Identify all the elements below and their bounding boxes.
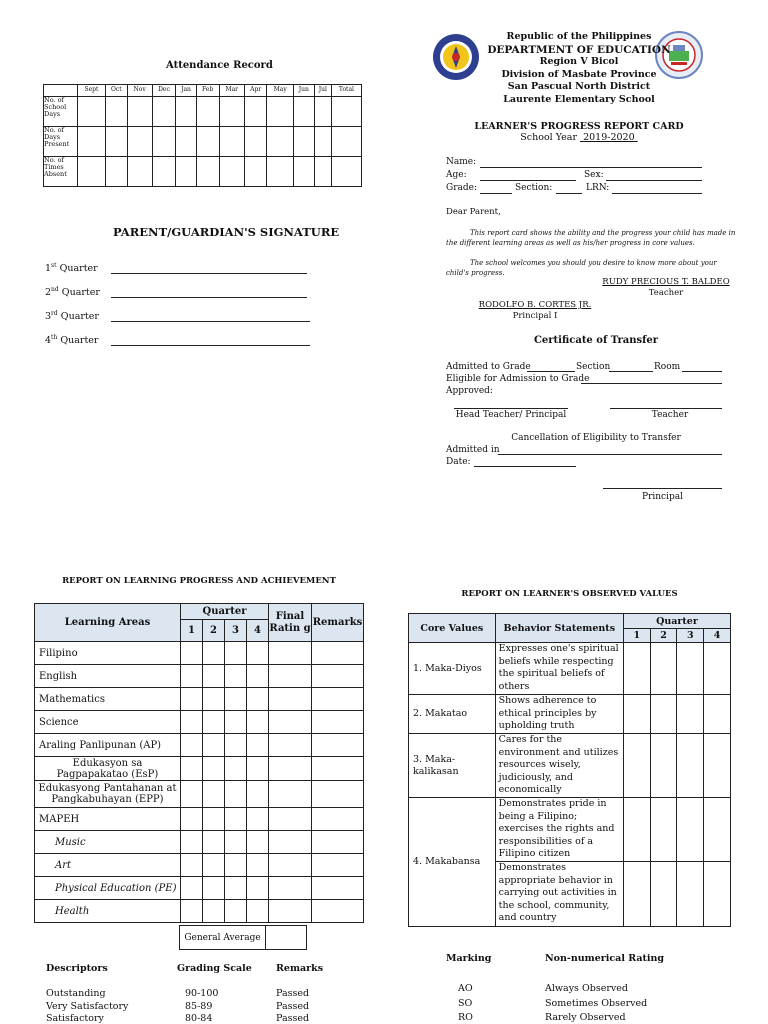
rating-cell[interactable] [650,798,677,862]
grade-cell[interactable] [181,808,203,831]
descriptor-text: Outstanding [46,988,106,999]
grade-cell[interactable] [247,831,269,854]
rating-cell[interactable] [677,695,704,734]
marking-code: SO [458,997,473,1009]
marking-header: Marking [446,953,492,964]
rating-cell[interactable] [623,695,650,734]
grade-cell[interactable] [203,688,225,711]
remarks-cell[interactable] [312,665,364,688]
values-row [409,798,731,862]
core-value: 3. Maka- kalikasan [409,734,496,798]
subject-name: Music [35,831,181,854]
report-intro: This report card shows the ability and the progress your child has made in the different learning areas as well as his/her progress in core values. [446,229,736,247]
final-rating-cell[interactable] [269,900,312,923]
grade-cell[interactable] [203,757,225,781]
rating-header: Non-numerical Rating [545,953,665,964]
teacher-label: Teacher [651,410,689,420]
month-header: Sept [78,85,106,97]
grade-cell[interactable] [247,781,269,808]
rating-cell[interactable] [704,695,731,734]
subject-row [35,665,364,688]
grade-cell[interactable] [225,781,247,808]
grade-cell[interactable] [247,734,269,757]
rating-cell[interactable] [650,643,677,695]
final-rating-cell[interactable] [269,711,312,734]
remark-text: Passed [276,1013,310,1024]
signature-title: PARENT/GUARDIAN'S SIGNATURE [113,225,340,239]
col-core-values: Core Values [409,614,496,643]
remarks-cell[interactable] [312,642,364,665]
quarter-num: 3 [677,629,704,643]
grade-cell[interactable] [225,688,247,711]
subject-row [35,734,364,757]
values-row [409,734,731,798]
grade-cell[interactable] [225,642,247,665]
sex-label: Sex: [584,170,604,180]
grade-cell[interactable] [181,757,203,781]
quarter-num: 2 [203,620,225,642]
card-title: LEARNER'S PROGRESS REPORT CARD [474,121,684,132]
subject-name: Art [35,854,181,877]
remarks-cell[interactable] [312,781,364,808]
rating-cell[interactable] [650,695,677,734]
subject-row [35,831,364,854]
subject-row [35,854,364,877]
month-header: Nov [127,85,152,97]
sex-input[interactable] [606,171,702,181]
month-header: Jun [293,85,314,97]
remarks-cell[interactable] [312,854,364,877]
eligible-input[interactable] [581,374,722,384]
core-value: 1. Maka-Diyos [409,643,496,695]
values-row [409,695,731,734]
section-input[interactable] [556,184,582,194]
month-header: May [267,85,293,97]
quarter-num: 2 [650,629,677,643]
grade-cell[interactable] [181,781,203,808]
remarks-cell[interactable] [312,877,364,900]
month-header: Jan [176,85,196,97]
report-welcome: The school welcomes you should you desire to know more about your child's progress. [446,259,717,277]
lrn-label: LRN: [586,183,610,193]
remarks-cell[interactable] [312,900,364,923]
section-field-input[interactable] [609,362,653,372]
principal-signature-line[interactable] [603,479,722,489]
certificate-title: Certificate of Transfer [533,335,659,346]
name-input[interactable] [480,158,702,168]
cancellation-title: Cancellation of Eligibility to Transfer [511,433,681,443]
general-average-value[interactable] [266,926,307,950]
col-remarks: Remarks [312,604,364,642]
behavior-statement: Expresses one's spiritual beliefs while respecting the spiritual beliefs of others [495,643,623,695]
admitted-in-label: Admitted in [446,445,500,455]
remarks-cell[interactable] [312,734,364,757]
month-header: Feb [196,85,219,97]
name-field: Name: [446,157,477,167]
subject-name: Filipino [35,642,181,665]
quarter-signature-row: 2nd Quarter [45,286,100,299]
attendance-title: Attendance Record [166,60,273,71]
subject-row [35,877,364,900]
rating-cell[interactable] [704,862,731,927]
month-header: Oct [105,85,127,97]
grade-cell[interactable] [203,734,225,757]
rating-text: Sometimes Observed [545,997,648,1009]
section-field-label: Section [576,362,611,372]
school-header: Republic of the Philippines DEPARTMENT OF EDUCATION Region V Bicol Division of Masbate Province San Pascual North District Laurente Elementary School [487,31,671,105]
month-header: Jul [314,85,331,97]
grade-cell[interactable] [181,642,203,665]
signature-line[interactable] [111,313,310,322]
grade-cell[interactable] [225,900,247,923]
final-rating-cell[interactable] [269,831,312,854]
rating-text: Always Observed [545,983,628,994]
rating-cell[interactable] [623,734,650,798]
month-header: Mar [219,85,244,97]
rating-cell[interactable] [677,862,704,927]
grade-cell[interactable] [247,642,269,665]
grade-cell[interactable] [181,854,203,877]
grade-cell[interactable] [203,665,225,688]
grade-cell[interactable] [203,642,225,665]
head-teacher-label: Head Teacher/ Principal [455,410,567,420]
subject-name: Science [35,711,181,734]
attendance-table [43,84,362,187]
grade-cell[interactable] [247,854,269,877]
grade-cell[interactable] [203,877,225,900]
grade-cell[interactable] [225,831,247,854]
room-input[interactable] [682,362,722,372]
remarks-cell[interactable] [312,831,364,854]
grade-cell[interactable] [247,900,269,923]
rating-cell[interactable] [650,862,677,927]
subject-name: Physical Education (PE) [35,877,181,900]
grade-cell[interactable] [203,781,225,808]
signature-line[interactable] [111,265,307,274]
remarks-cell[interactable] [312,688,364,711]
grade-cell[interactable] [181,688,203,711]
attendance-row-label: No. of Days Present [44,127,78,157]
signature-line[interactable] [111,289,307,298]
grade-cell[interactable] [247,877,269,900]
subject-row [35,757,364,781]
subject-name: Edukasyong Pantahanan at Pangkabuhayan (EPP) [35,781,181,808]
grade-cell[interactable] [225,665,247,688]
general-average-label: General Average [180,926,266,950]
rating-cell[interactable] [677,798,704,862]
date-input[interactable] [474,457,576,467]
grade-cell[interactable] [225,757,247,781]
head-teacher-signature-line[interactable] [454,399,568,409]
grade-cell[interactable] [225,877,247,900]
final-rating-cell[interactable] [269,808,312,831]
grade-cell[interactable] [181,665,203,688]
grading-scale-header: Grading Scale [177,963,252,974]
subject-row [35,711,364,734]
eligible-label: Eligible for Admission to Grade [446,374,590,384]
grading-scale-text: 90-100 [185,988,219,999]
subject-name: Health [35,900,181,923]
col-behavior: Behavior Statements [495,614,623,643]
grade-cell[interactable] [181,900,203,923]
teacher-signature-line[interactable] [610,399,722,409]
col-learning-areas: Learning Areas [35,604,181,642]
remarks-cell[interactable] [312,711,364,734]
rating-cell[interactable] [677,734,704,798]
grade-input[interactable] [480,184,512,194]
subject-row [35,781,364,808]
approved-label: Approved: [446,386,493,396]
quarter-num: 3 [225,620,247,642]
subject-row [35,642,364,665]
grade-cell[interactable] [225,711,247,734]
grade-cell[interactable] [225,854,247,877]
final-rating-cell[interactable] [269,688,312,711]
rating-cell[interactable] [704,798,731,862]
grade-cell[interactable] [181,711,203,734]
behavior-statement: Cares for the environment and utilizes resources wisely, judiciously, and economically [495,734,623,798]
final-rating-cell[interactable] [269,757,312,781]
attendance-row-label: No. of Times Absent [44,157,78,187]
remarks-cell[interactable] [312,757,364,781]
col-quarter: Quarter [181,604,269,620]
grade-cell[interactable] [247,808,269,831]
rating-cell[interactable] [677,643,704,695]
quarter-num: 4 [247,620,269,642]
quarter-num: 1 [623,629,650,643]
room-label: Room [654,362,681,372]
school-year: School Year 2019-2020 [520,132,635,143]
rating-cell[interactable] [623,798,650,862]
subject-name: MAPEH [35,808,181,831]
col-quarter: Quarter [623,614,730,629]
rating-text: Rarely Observed [545,1012,626,1023]
month-header: Total [331,85,361,97]
subject-name: Mathematics [35,688,181,711]
values-row [409,643,731,695]
grade-cell[interactable] [203,854,225,877]
grade-cell[interactable] [247,665,269,688]
attendance-row-label: No. of School Days [44,97,78,127]
grade-label: Grade: [446,183,477,193]
grade-cell[interactable] [203,808,225,831]
remarks-header: Remarks [276,963,324,974]
marking-code: RO [458,1012,473,1023]
date-label: Date: [446,457,471,467]
remarks-cell[interactable] [312,808,364,831]
rating-cell[interactable] [704,734,731,798]
behavior-statement: Shows adherence to ethical principles by upholding truth [495,695,623,734]
core-value: 2. Makatao [409,695,496,734]
rating-cell[interactable] [704,643,731,695]
quarter-num: 4 [704,629,731,643]
general-average-table [179,925,307,950]
rating-cell[interactable] [623,862,650,927]
signature-line[interactable] [111,337,310,346]
marking-code: AO [458,983,473,994]
final-rating-cell[interactable] [269,642,312,665]
grading-scale-text: 85-89 [185,1000,213,1012]
final-rating-cell[interactable] [269,877,312,900]
grade-cell[interactable] [247,757,269,781]
teacher-signature: RUDY PRECIOUS T. BALDEO Teacher [602,277,730,298]
learning-title: REPORT ON LEARNING PROGRESS AND ACHIEVEMENT [62,576,336,586]
learning-progress-table [34,603,364,923]
subject-name: English [35,665,181,688]
grade-cell[interactable] [203,831,225,854]
grade-cell[interactable] [181,831,203,854]
final-rating-cell[interactable] [269,781,312,808]
rating-cell[interactable] [623,643,650,695]
quarter-signature-row: 1st Quarter [45,262,98,275]
admitted-grade-input[interactable] [527,362,575,372]
month-header: Dec [152,85,176,97]
subject-name: Araling Panlipunan (AP) [35,734,181,757]
lrn-input[interactable] [612,184,702,194]
age-input[interactable] [480,171,576,181]
admitted-in-input[interactable] [498,445,722,455]
section-label: Section: [515,183,553,193]
observed-values-table [408,613,731,927]
quarter-num: 1 [181,620,203,642]
age-field: Age: [446,170,467,180]
core-value: 4. Makabansa [409,798,496,927]
values-title: REPORT ON LEARNER'S OBSERVED VALUES [461,589,678,599]
principal-signature: RODOLFO B. CORTES JR. Principal I [478,300,592,321]
subject-row [35,688,364,711]
behavior-statement: Demonstrates pride in being a Filipino; exercises the rights and responsibilities of a Filipino citizen [495,798,623,862]
subject-row [35,900,364,923]
subject-row [35,808,364,831]
quarter-signature-row: 3rd Quarter [45,310,99,323]
grade-cell[interactable] [225,808,247,831]
grade-cell[interactable] [247,688,269,711]
descriptor-text: Satisfactory [46,1013,104,1024]
grade-cell[interactable] [181,877,203,900]
col-final-rating: Final Ratin g [269,604,312,642]
grade-cell[interactable] [203,711,225,734]
remark-text: Passed [276,988,310,999]
final-rating-cell[interactable] [269,665,312,688]
behavior-statement: Demonstrates appropriate behavior in carrying out activities in the school, community, and country [495,862,623,927]
rating-cell[interactable] [650,734,677,798]
subject-name: Edukasyon sa Pagpapakatao (EsP) [35,757,181,781]
grade-cell[interactable] [203,900,225,923]
grade-cell[interactable] [181,734,203,757]
grading-scale-text: 80-84 [185,1013,213,1024]
dear-parent: Dear Parent, [446,207,501,217]
admitted-grade-row: Admitted to Grade [446,362,531,372]
final-rating-cell[interactable] [269,734,312,757]
descriptor-text: Very Satisfactory [46,1000,129,1012]
grade-cell[interactable] [225,734,247,757]
grade-cell[interactable] [247,711,269,734]
quarter-signature-row: 4th Quarter [45,334,99,347]
descriptors-header: Descriptors [46,963,108,974]
principal-label: Principal [642,492,683,502]
month-header: Apr [244,85,267,97]
remark-text: Passed [276,1000,310,1012]
final-rating-cell[interactable] [269,854,312,877]
